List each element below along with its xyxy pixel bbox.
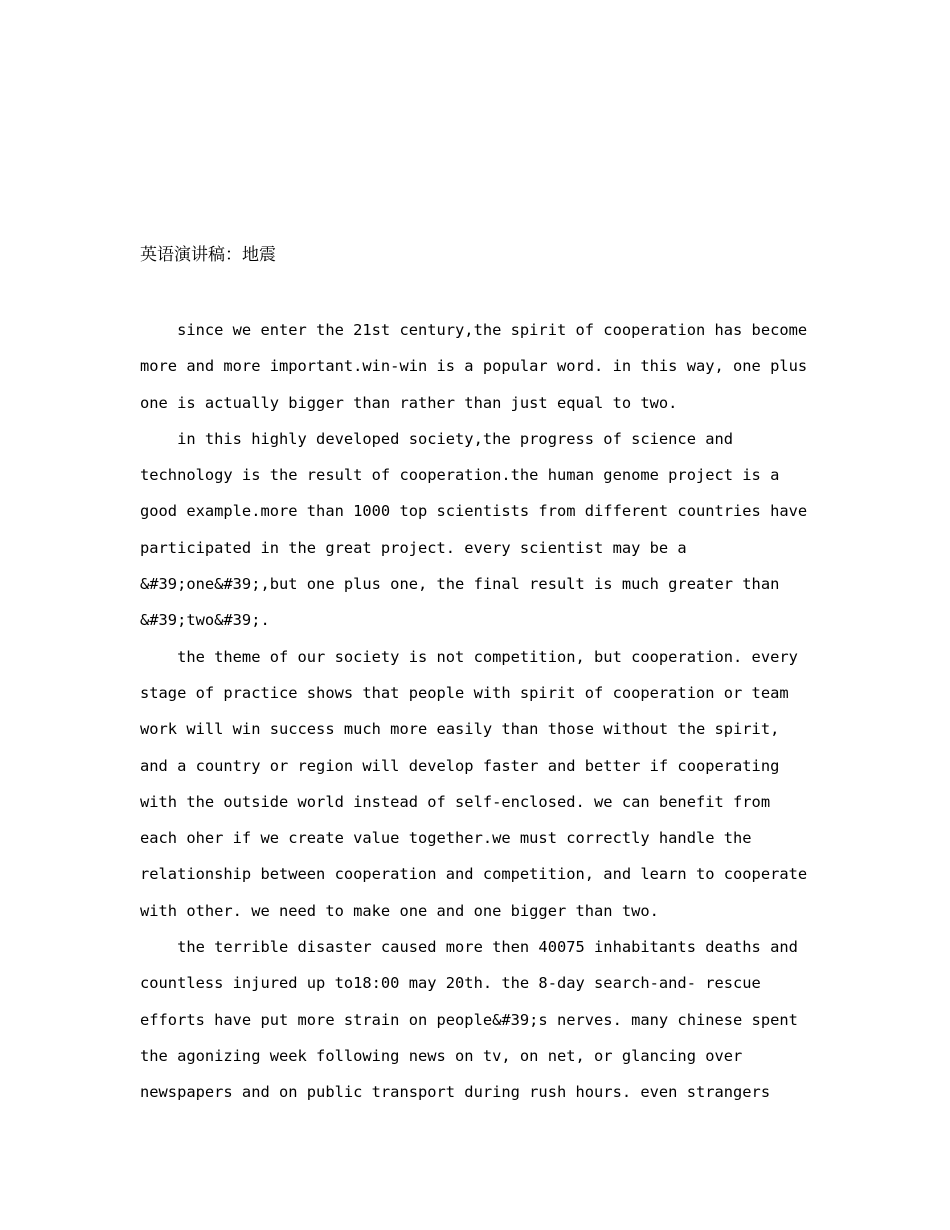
text-line: work will win success much more easily than those without the spirit,	[140, 720, 780, 739]
text-line: each oher if we create value together.we must correctly handle the	[140, 829, 752, 848]
text-line: countless injured up to18:00 may 20th. the 8-day search-and- rescue	[140, 974, 761, 993]
text-line: efforts have put more strain on people&#39;s nerves. many chinese spent	[140, 1010, 798, 1029]
text-line: with other. we need to make one and one bigger than two.	[140, 901, 659, 920]
text-line: relationship between cooperation and competition, and learn to cooperate	[140, 865, 808, 884]
text-line: since we enter the 21st century,the spirit of cooperation has become	[140, 321, 808, 339]
text-line: the agonizing week following news on tv, on net, or glancing over	[140, 1046, 743, 1065]
text-line: the terrible disaster caused more then 40075 inhabitants deaths and	[140, 938, 798, 957]
text-line: one is actually bigger than rather than just equal to two.	[140, 393, 678, 412]
text-line: and a country or region will develop faster and better if cooperating	[140, 756, 780, 775]
text-line: the theme of our society is not competition, but cooperation. every	[140, 647, 798, 666]
document-body	[140, 312, 820, 1111]
text-line: technology is the result of cooperation.the human genome project is a	[140, 466, 780, 485]
text-line: &#39;two&#39;.	[140, 611, 270, 630]
text-line: with the outside world instead of self-enclosed. we can benefit from	[140, 792, 771, 811]
text-line: newspapers and on public transport during rush hours. even strangers	[140, 1083, 771, 1102]
text-line: &#39;one&#39;,but one plus one, the final result is much greater than	[140, 575, 780, 594]
text-line: participated in the great project. every scientist may be a	[140, 538, 687, 557]
text-line: stage of practice shows that people with spirit of cooperation or team	[140, 683, 789, 702]
text-line: more and more important.win-win is a popular word. in this way, one plus	[140, 357, 808, 376]
text-line: good example.more than 1000 top scientists from different countries have	[140, 502, 808, 521]
document-title: 英语演讲稿：地震	[140, 245, 276, 265]
text-line: in this highly developed society,the progress of science and	[140, 429, 734, 448]
